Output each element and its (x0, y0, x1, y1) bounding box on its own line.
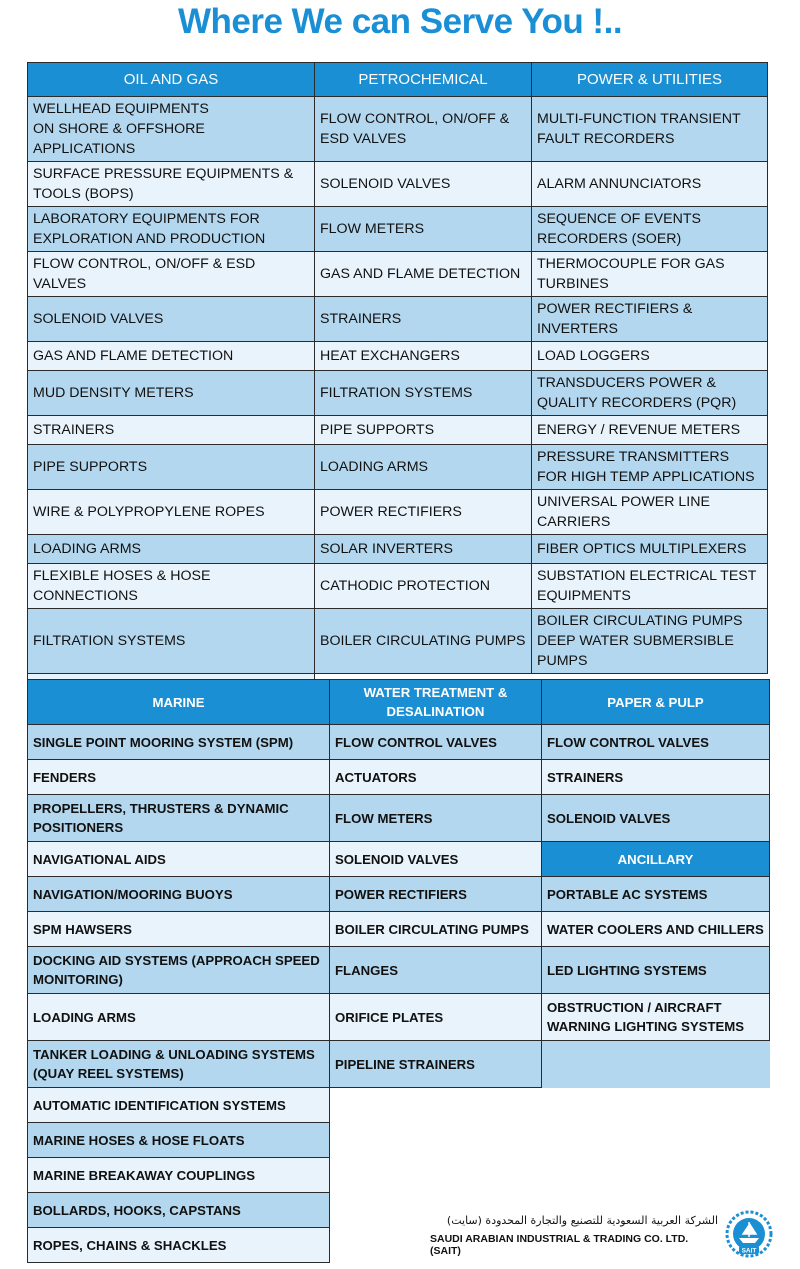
table-cell: PIPE SUPPORTS (28, 445, 315, 490)
logo-text: SAIT (741, 1247, 757, 1255)
table-cell: ENERGY / REVENUE METERS (532, 416, 768, 445)
table-row (28, 564, 768, 609)
table-cell: WIRE & POLYPROPYLENE ROPES (28, 490, 315, 535)
column-header-paper-pulp: PAPER & PULP (542, 680, 770, 725)
table-cell: GAS AND FLAME DETECTION (28, 342, 315, 371)
table-cell: FILTRATION SYSTEMS (28, 609, 315, 674)
table-cell: WATER COOLERS AND CHILLERS (542, 912, 770, 947)
table-cell: POWER RECTIFIERS (315, 490, 532, 535)
company-footer (430, 1214, 720, 1257)
column-header-marine: MARINE (28, 680, 330, 725)
table-row (28, 252, 768, 297)
table-cell: TRANSDUCERS POWER & QUALITY RECORDERS (PQR) (532, 371, 768, 416)
table-cell: MARINE HOSES & HOSE FLOATS (28, 1123, 330, 1158)
column-header-oil-gas: OIL AND GAS (28, 63, 315, 97)
table-cell: TANKER LOADING & UNLOADING SYSTEMS (QUAY REEL SYSTEMS) (28, 1041, 330, 1088)
subheader-ancillary: ANCILLARY (542, 842, 770, 877)
table-row (28, 877, 770, 912)
table-row (28, 371, 768, 416)
table-cell: SOLENOID VALVES (330, 842, 542, 877)
empty-cell (542, 1041, 770, 1088)
table-cell: AUTOMATIC IDENTIFICATION SYSTEMS (28, 1088, 330, 1123)
table-cell: FLOW METERS (330, 795, 542, 842)
table-cell: DOCKING AID SYSTEMS (APPROACH SPEED MONITORING) (28, 947, 330, 994)
empty-cell (330, 1123, 542, 1158)
table-cell: STRAINERS (542, 760, 770, 795)
table-row (28, 760, 770, 795)
table-cell: POWER RECTIFIERS (330, 877, 542, 912)
table-row (28, 535, 768, 564)
industries-table-1 (27, 62, 768, 708)
table-cell: CATHODIC PROTECTION (315, 564, 532, 609)
table-cell: LOADING ARMS (28, 535, 315, 564)
empty-cell (542, 1158, 770, 1193)
table-cell: SINGLE POINT MOORING SYSTEM (SPM) (28, 725, 330, 760)
table-row (28, 725, 770, 760)
table-cell: GAS AND FLAME DETECTION (315, 252, 532, 297)
table-cell: LOADING ARMS (28, 994, 330, 1041)
table-cell: FLOW CONTROL, ON/OFF & ESD VALVES (315, 97, 532, 162)
table-cell: ROPES, CHAINS & SHACKLES (28, 1228, 330, 1263)
table-cell: MARINE BREAKAWAY COUPLINGS (28, 1158, 330, 1193)
table-cell: THERMOCOUPLE FOR GAS TURBINES (532, 252, 768, 297)
table-cell: NAVIGATION/MOORING BUOYS (28, 877, 330, 912)
table-row (28, 297, 768, 342)
table-cell: PIPE SUPPORTS (315, 416, 532, 445)
table-row (28, 795, 770, 842)
table-cell: HEAT EXCHANGERS (315, 342, 532, 371)
table-cell: WELLHEAD EQUIPMENTS ON SHORE & OFFSHORE APPLICATIONS (28, 97, 315, 162)
table-cell: FLOW CONTROL, ON/OFF & ESD VALVES (28, 252, 315, 297)
table-cell: FLANGES (330, 947, 542, 994)
table-cell: SEQUENCE OF EVENTS RECORDERS (SOER) (532, 207, 768, 252)
table-row (28, 342, 768, 371)
empty-cell (542, 1088, 770, 1123)
table-cell: FLOW CONTROL VALVES (542, 725, 770, 760)
company-name-arabic: الشركة العربية السعودية للتصنيع والتجارة المحدودة (سايت) (446, 1214, 718, 1227)
industries-table-2 (27, 679, 770, 1263)
table-row (28, 207, 768, 252)
table-cell: NAVIGATIONAL AIDS (28, 842, 330, 877)
table-cell: PROPELLERS, THRUSTERS & DYNAMIC POSITIONERS (28, 795, 330, 842)
table-cell: BOILER CIRCULATING PUMPS DEEP WATER SUBMERSIBLE PUMPS (532, 609, 768, 674)
table-cell: SOLENOID VALVES (28, 297, 315, 342)
table-row (28, 416, 768, 445)
table-cell: FIBER OPTICS MULTIPLEXERS (532, 535, 768, 564)
table-cell: STRAINERS (315, 297, 532, 342)
empty-cell (330, 1158, 542, 1193)
table-cell: FILTRATION SYSTEMS (315, 371, 532, 416)
table-row (28, 162, 768, 207)
table-cell: PRESSURE TRANSMITTERS FOR HIGH TEMP APPLICATIONS (532, 445, 768, 490)
table-cell: FLEXIBLE HOSES & HOSE CONNECTIONS (28, 564, 315, 609)
empty-cell (330, 1088, 542, 1123)
column-header-water-treatment: WATER TREATMENT & DESALINATION (330, 680, 542, 725)
table-cell: LABORATORY EQUIPMENTS FOR EXPLORATION AND PRODUCTION (28, 207, 315, 252)
table-cell: MULTI-FUNCTION TRANSIENT FAULT RECORDERS (532, 97, 768, 162)
table-cell: OBSTRUCTION / AIRCRAFT WARNING LIGHTING SYSTEMS (542, 994, 770, 1041)
table-cell: SOLENOID VALVES (315, 162, 532, 207)
table-row (28, 1123, 770, 1158)
table-row (28, 947, 770, 994)
table-row (28, 445, 768, 490)
table-row (28, 1088, 770, 1123)
table-row (28, 842, 770, 877)
table-cell: PIPELINE STRAINERS (330, 1041, 542, 1088)
table-cell: FLOW METERS (315, 207, 532, 252)
table-cell: PORTABLE AC SYSTEMS (542, 877, 770, 912)
table-cell: ALARM ANNUNCIATORS (532, 162, 768, 207)
table-row (28, 609, 768, 674)
table-cell: MUD DENSITY METERS (28, 371, 315, 416)
table-row (28, 97, 768, 162)
table-cell: LED LIGHTING SYSTEMS (542, 947, 770, 994)
table-row (28, 912, 770, 947)
table-cell: LOAD LOGGERS (532, 342, 768, 371)
table-cell: SURFACE PRESSURE EQUIPMENTS & TOOLS (BOPS) (28, 162, 315, 207)
table-cell: SOLENOID VALVES (542, 795, 770, 842)
table-row (28, 1158, 770, 1193)
table-cell: ACTUATORS (330, 760, 542, 795)
table-cell: BOILER CIRCULATING PUMPS (330, 912, 542, 947)
page-title: Where We can Serve You !.. (177, 2, 623, 41)
table-cell: LOADING ARMS (315, 445, 532, 490)
table-cell: FLOW CONTROL VALVES (330, 725, 542, 760)
empty-cell (542, 1123, 770, 1158)
table-cell: POWER RECTIFIERS & INVERTERS (532, 297, 768, 342)
table-cell: SOLAR INVERTERS (315, 535, 532, 564)
table-row (28, 490, 768, 535)
company-name-english: SAUDI ARABIAN INDUSTRIAL & TRADING CO. LTD. (SAIT) (430, 1233, 689, 1257)
table-row (28, 1041, 770, 1088)
column-header-petrochemical: PETROCHEMICAL (315, 63, 532, 97)
table-cell: SUBSTATION ELECTRICAL TEST EQUIPMENTS (532, 564, 768, 609)
table-cell: ORIFICE PLATES (330, 994, 542, 1041)
table-cell: STRAINERS (28, 416, 315, 445)
table-cell: FENDERS (28, 760, 330, 795)
table-cell: UNIVERSAL POWER LINE CARRIERS (532, 490, 768, 535)
table-cell: BOILER CIRCULATING PUMPS (315, 609, 532, 674)
company-logo (725, 1210, 773, 1258)
table-cell: BOLLARDS, HOOKS, CAPSTANS (28, 1193, 330, 1228)
table-row (28, 994, 770, 1041)
table-cell: SPM HAWSERS (28, 912, 330, 947)
column-header-power-utilities: POWER & UTILITIES (532, 63, 768, 97)
